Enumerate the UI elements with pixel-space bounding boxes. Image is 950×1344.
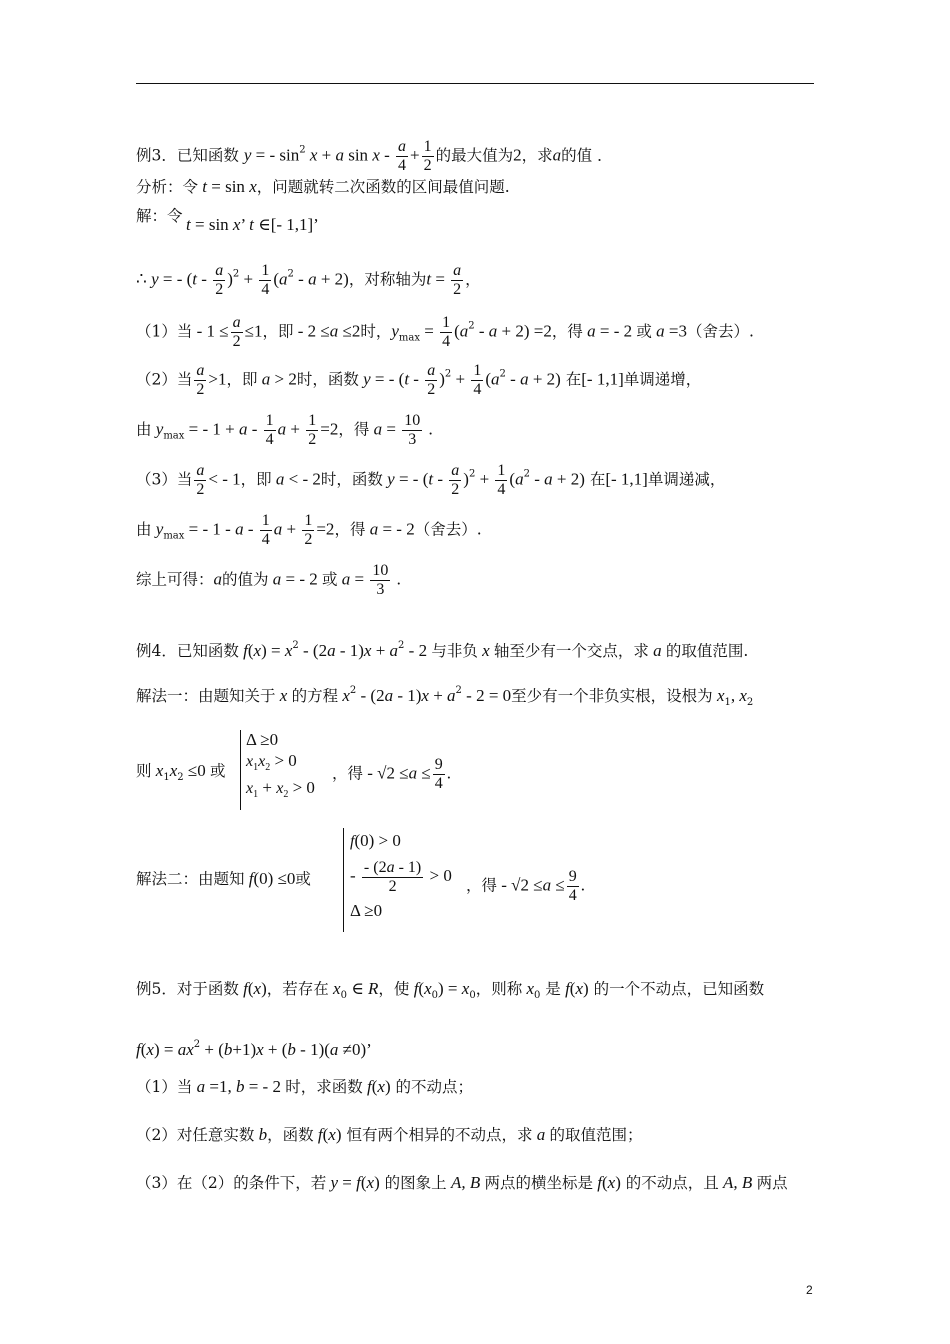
ex5-q1: （1）当 a =1, b = - 2 时，求函数 f(x) 的不动点； xyxy=(136,1077,474,1096)
ex3-case2: （2）当 $\frac{a}{2}$ >1，即 a > 2时，函数 y = - (t - $\frac{a}{2}$ )$^2$ + $\frac{1}{4}$ $(a^2 - a + 2)$ 在[- 1,1]单调递增， xyxy=(136,362,702,398)
ex3-solution-label: 解：令 xyxy=(136,207,183,225)
ex4-result1: ，得 - √2 ≤a ≤ $\frac{9}{4}$ . xyxy=(332,756,451,792)
ex3-title-line: 例3．已知函数 y = - $\sin^2 x + a$ sin x - $\frac{a}{4}$ + $\frac{1}{2}$ 的最大值为2，求a的值 ． xyxy=(136,138,613,174)
ex4-method1: 解法一：由题知关于 x 的方程 $x^2 - (2a - 1)x + a^2 - 2 = 0$至少有一个非负实根，设根为 $x_1$, $x_2$ xyxy=(136,685,754,708)
ex3-case3: （3）当 $\frac{a}{2}$ < - 1，即 a < - 2时，函数 y = - (t - $\frac{a}{2}$ )$^2$ + $\frac{1}{4}$ $(a^2 - a + 2)$ 在[- 1,1]单调递减， xyxy=(136,462,726,498)
ex4-result2: ，得 - √2 ≤a ≤ $\frac{9}{4}$ . xyxy=(466,868,585,904)
ex3-analysis: 分析：令 t = sin x，问题就转二次函数的区间最值问题. xyxy=(136,177,510,196)
ex4-system2-brace xyxy=(343,828,344,932)
ex4-method2: 解法二：由题知 f(0) ≤0或 xyxy=(136,869,311,888)
ex5-q2: （2）对任意实数 b，函数 f(x) 恒有两个相异的不动点，求 a 的取值范围； xyxy=(136,1125,643,1144)
ex4-system-brace xyxy=(240,730,241,810)
ex4-title-line: 例4．已知函数 $f(x) = x^2 - (2a - 1)x + a^2 - 2$ 与非负 x 轴至少有一个交点，求 a 的取值范围. xyxy=(136,640,749,660)
ex3-case1: （1）当 - 1 ≤ $\frac{a}{2}$ ≤1，即 - 2 ≤a ≤2时，$y_{max}$ = $\frac{1}{4}$ $(a^2 - a + 2) =2$，得 a = - 2 或 a =3（舍去）. xyxy=(136,314,754,350)
ex3-line-y: ∴ y = - (t - $\frac{a}{2}$ )$^2$ + $\frac{1}{4}$ $(a^2 - a + 2)$，对称轴为t = $\frac{a}{2}$ ， xyxy=(136,262,481,298)
ex5-line2: $f(x) = ax^2 + (b+1)x + (b - 1)(a \ne 0)$’ xyxy=(136,1039,372,1059)
ex4-system-1: Δ ≥0 $x_1x_2 > 0$ $x_1 + x_2 > 0$ xyxy=(246,730,315,800)
ex5-q3: （3）在（2）的条件下，若 y = f(x) 的图象上 A, B 两点的横坐标是 f(x) 的不动点，且 A, B 两点 xyxy=(136,1173,788,1192)
ex3-solution-sub: t = sin x’ t ∈[- 1,1]’ xyxy=(186,215,319,234)
page-number: 2 xyxy=(806,1283,813,1297)
ex3-case2b: 由 $y_{max}$ = - 1 + a - $\frac{1}{4}$ a + $\frac{1}{2}$ =2，得 a = $\frac{10}{3}$ . xyxy=(136,412,433,448)
ex3-case3b: 由 $y_{max}$ = - 1 - a - $\frac{1}{4}$ a + $\frac{1}{2}$ =2，得 a = - 2（舍去）. xyxy=(136,512,482,548)
header-rule xyxy=(136,83,814,84)
ex4-method1-cond: 则 $x_1x_2 \le 0$ 或 xyxy=(136,761,226,783)
ex5-line1: 例5．对于函数 f(x)，若存在 $x_0$ ∈ R，使 $f(x_0) = x_0$，则称 $x_0$ 是 f(x) 的一个不动点，已知函数 xyxy=(136,979,765,1001)
ex4-system-2: f(0) > 0 - $\frac{- (2a - 1)}{2}$ > 0 Δ ≥0 xyxy=(350,831,452,920)
ex3-summary: 综上可得：a的值为 a = - 2 或 a = $\frac{10}{3}$ . xyxy=(136,562,401,598)
